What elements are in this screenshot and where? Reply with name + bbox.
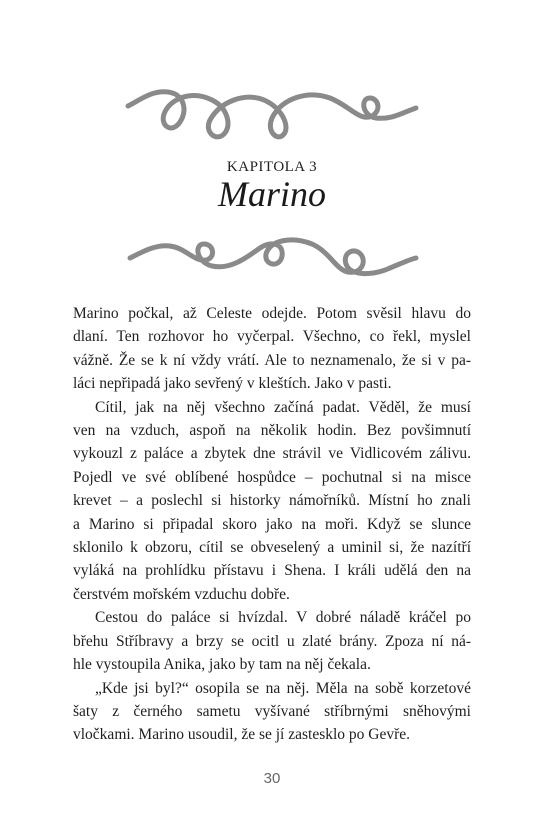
text-line: láci nepřipadá jako sevřený v kleštích. Jako v pasti. <box>73 375 392 393</box>
text-line: čerstvém mořském vzduchu dobře. <box>73 585 290 603</box>
text-line: krevet – a poslechl si historky námořníků. Místní ho znali <box>73 492 471 510</box>
chapter-body-text <box>73 302 471 747</box>
page-number: 30 <box>263 770 281 787</box>
paragraph-1 <box>73 302 471 396</box>
chapter-label: KAPITOLA 3 <box>226 159 318 175</box>
bottom-swirl-ornament <box>0 222 544 290</box>
paragraph-2 <box>73 396 471 607</box>
paragraph-4 <box>73 677 471 747</box>
text-line: hle vystoupila Anika, jako by tam na něj čekala. <box>73 656 371 674</box>
text-line: a Marino si připadal skoro jako na moři. Když se slunce <box>73 515 471 533</box>
text-line: ven na vzduch, aspoň na několik hodin. Bez povšimnutí <box>73 422 471 440</box>
paragraph-3 <box>73 606 471 676</box>
text-line: „Kde jsi byl?“ osopila se na něj. Měla na sobě korzetové <box>95 679 471 697</box>
text-line: Cestou do paláce si hvízdal. V dobré náladě kráčel po <box>95 609 471 627</box>
text-line: vyláká na prohlídku přístavu i Shena. I králi udělá den na <box>73 562 471 580</box>
text-line: sklonilo k obzoru, cítil se obveselený a uminil si, že nazítří <box>73 539 471 557</box>
text-line: Marino počkal, až Celeste odejde. Potom svěsil hlavu do <box>73 305 471 322</box>
text-line: vážně. Že se k ní vždy vrátí. Ale to neznamenalo, že si v pa- <box>73 351 471 369</box>
text-line: vykouzl z paláce a zbytek dne strávil ve Vidlicovém zálivu. <box>73 445 471 463</box>
text-line: vločkami. Marino usoudil, že se jí zastesklo po Gevře. <box>73 726 411 744</box>
text-line: dlaní. Ten rozhovor ho vyčerpal. Všechno, co řekl, myslel <box>73 328 471 346</box>
chapter-title: Marino <box>218 174 326 214</box>
text-line: Pojedl ve své oblíbené hospůdce – pochutnal si na misce <box>73 468 471 486</box>
text-line: břehu Stříbravy a brzy se ocitl u zlaté brány. Zpoza ní ná- <box>73 632 471 650</box>
top-swirl-ornament <box>0 70 544 150</box>
text-line: Cítil, jak na něj všechno začíná padat. Věděl, že musí <box>95 398 471 416</box>
text-line: šaty z černého sametu vyšívané stříbrnými sněhovými <box>73 702 471 720</box>
